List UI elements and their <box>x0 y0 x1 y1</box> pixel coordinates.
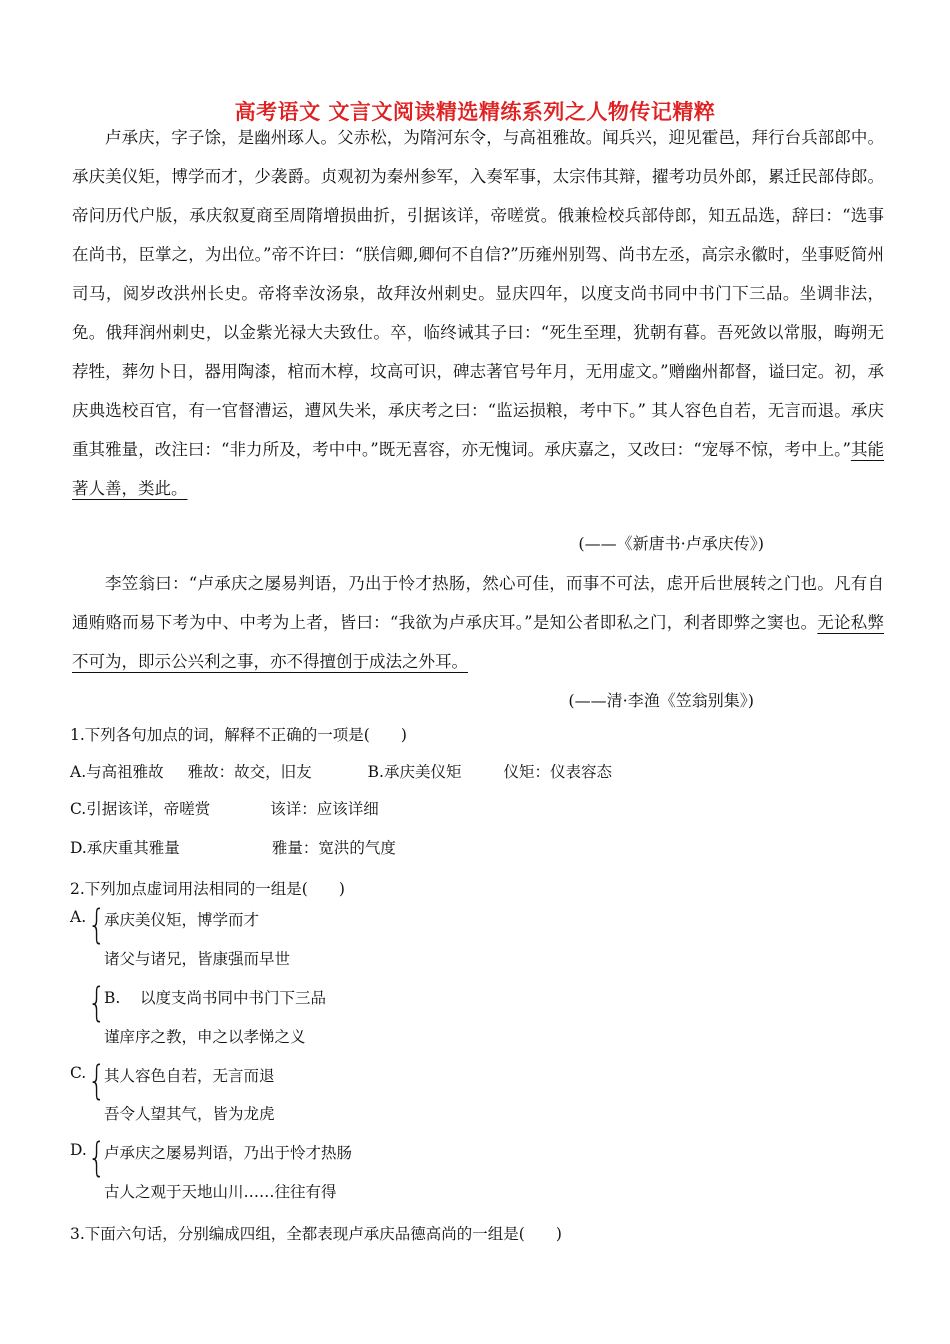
q1-option-d-gloss: 雅量：宽洪的气度 <box>271 839 396 857</box>
question-1-option-c <box>70 797 379 819</box>
q2-option-b-label: B. <box>104 989 121 1007</box>
q2-option-b-line-2: 谨庠序之教，申之以孝悌之义 <box>104 1028 306 1046</box>
passage-1-underlined: 其能著人善，类此。 <box>72 440 884 498</box>
q2-option-d-brace: { <box>87 1135 106 1181</box>
q1-option-d: D.承庆重其雅量 <box>70 839 180 857</box>
q2-option-b-brace: { <box>87 980 106 1026</box>
q2-option-d-line-2: 古人之观于天地山川……往往有得 <box>104 1183 337 1201</box>
q2-option-d-label: D. <box>70 1141 87 1159</box>
q2-option-c-label: C. <box>70 1064 87 1082</box>
q1-option-a-gloss: 雅故：故交，旧友 <box>187 763 312 781</box>
document-title: 高考语文 文言文阅读精选精练系列之人物传记精粹 <box>234 99 716 124</box>
passage-1-text: 卢承庆，字子馀，是幽州琢人。父赤松，为隋河东令，与高祖雅故。闻兵兴，迎见霍邑，拜行台兵部郎中。承庆美仪矩，博学而才，少袭爵。贞观初为秦州参军，入奏军事，太宗伟其辩，擢考功员外郎，累迁民部侍郎。帝问历代户版，承庆叙夏商至周隋增损曲折，引据该详，帝嗟赏。俄兼检校兵部侍郎，知五品选，辞曰：“选事在尚书，臣掌之，为出位。”帝不许曰：“朕信卿,卿何不自信?”历雍州别驾、尚书左丞，高宗永徽时，坐事贬简州司马，阅岁改洪州长史。帝将幸汝汤泉，故拜汝州刺史。显庆四年，以度支尚书同中书门下三品。坐调非法，免。俄拜润州刺史，以金紫光禄大夫致仕。卒，临终诫其子曰：“死生至理，犹朝有暮。吾死敛以常服，晦朔无荐牲，葬勿卜日，器用陶漆，棺而木椁，坟高可识，碑志著官号年月，无用虚文。”赠幽州都督，谥曰定。初，承庆典选校百官，有一官督漕运，遭风失米，承庆考之曰：“监运损粮，考中下。” 其人容色自若，无言而退。承庆重其雅量，改注曰：“非力所及，考中中。”既无喜容，亦无愧词。承庆嘉之，又改曰：“宠辱不惊，考中上。” <box>72 128 884 459</box>
q2-option-b-line-1 <box>104 986 326 1008</box>
question-2-stem: 2.下列加点虚词用法相同的一组是( ) <box>70 880 345 898</box>
q1-option-a: A.与高祖雅故 <box>70 763 164 781</box>
q2-option-a-label: A. <box>70 908 87 926</box>
q2-option-b-text-1: 以度支尚书同中书门下三品 <box>140 989 327 1007</box>
q1-option-b-gloss: 仪矩：仪表容态 <box>503 763 612 781</box>
source-2: (——清·李渔《笠翁别集》) <box>568 691 754 710</box>
q2-option-c-brace: { <box>87 1058 106 1104</box>
source-1: (——《新唐书·卢承庆传》) <box>578 534 764 553</box>
q1-option-c-gloss: 该详：应该详细 <box>270 800 379 818</box>
question-3-stem: 3.下面六句话，分别编成四组，全都表现卢承庆品德高尚的一组是( ) <box>70 1225 562 1243</box>
question-1-option-a-b <box>70 760 612 782</box>
q2-option-d-line-1: 卢承庆之屡易判语，乃出于怜才热肠 <box>104 1144 353 1162</box>
q2-option-a-brace: { <box>87 902 106 948</box>
question-1-stem: 1.下列各句加点的词，解释不正确的一项是( ) <box>70 726 407 744</box>
q2-option-c-line-1: 其人容色自若，无言而退 <box>104 1067 275 1085</box>
q1-option-c: C.引据该详，帝嗟赏 <box>70 800 211 818</box>
question-1-option-d <box>70 836 396 858</box>
q2-option-a-line-1: 承庆美仪矩，博学而才 <box>104 911 260 929</box>
q2-option-c-line-2: 吾令人望其气，皆为龙虎 <box>104 1105 275 1123</box>
passage-2-text: 李笠翁曰：“卢承庆之屡易判语，乃出于怜才热肠，然心可佳，而事不可法，虑开后世展转之门也。凡有自通贿赂而易下考为中、中考为上者，皆曰：“我欲为卢承庆耳。”是知公者即私之门，利者即弊之窦也。 <box>72 574 884 632</box>
q2-option-a-line-2: 诸父与诸兄，皆康强而早世 <box>104 950 291 968</box>
q1-option-b: B.承庆美仪矩 <box>367 763 462 781</box>
passage-2 <box>72 564 884 681</box>
passage-1 <box>72 118 884 508</box>
passage-2-underlined: 无论私弊不可为，即示公兴利之事，亦不得擅创于成法之外耳。 <box>72 613 885 671</box>
